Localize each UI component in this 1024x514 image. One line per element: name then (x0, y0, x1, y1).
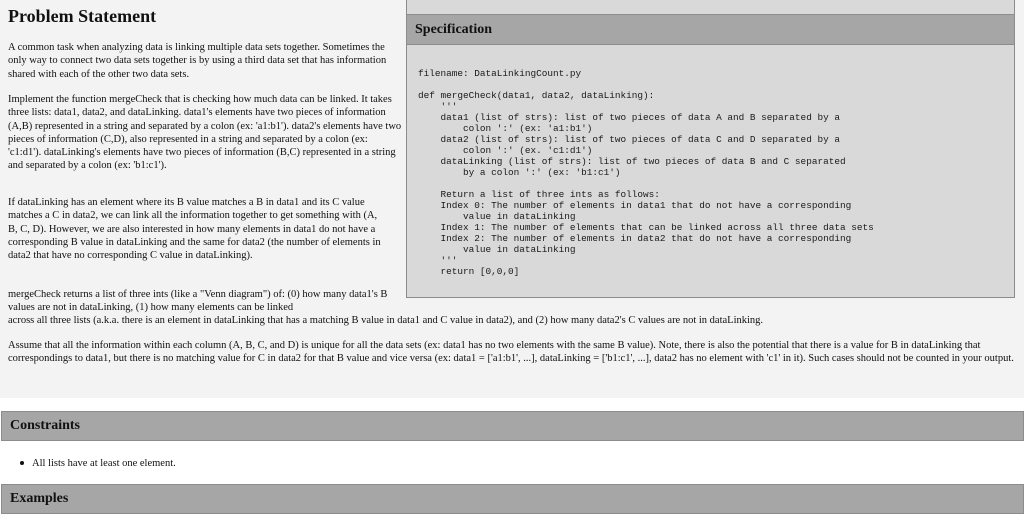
problem-paragraph-linking: If dataLinking has an element where its B value matches a B in data1 and its C value matches a C in data2, we can link all the information together to get something with (A, B, C, D). However, we are also interested in how many elements in data1 do not have a corresponding B value in dataLinking and the same for data2 (the number of elements in data2 that have no corresponding C value in dataLinking). (8, 197, 381, 262)
bullet-icon (20, 461, 24, 465)
specification-header: Specification (407, 15, 1014, 45)
problem-paragraph-assume: Assume that all the information within each column (A, B, C, and D) is unique for all the data sets (ex: data1 has no two elements with the same B value). Note, there is also the potential that there is a value for B in dataLinking that correspondings to data1, but there is no matching value for C in data2 for that B value and vice versa (ex: data1 = ['a1:b1', ...], dataLinking = ['b1:c1', ...], data2 has no element with 'c1' in it). Such cases should not be counted in your output. (8, 340, 1014, 365)
specification-box (406, 0, 1015, 298)
problem-paragraph-returns: mergeCheck returns a list of three ints (like a "Venn diagram") of: (0) how many data1's B values are not in dataLinking, (1) how many elements can be linked (8, 289, 388, 314)
problem-paragraph-implement: Implement the function mergeCheck that is checking how much data can be linked. It takes three lists: data1, data2, and dataLinking. data1's elements have two pieces of information (A,B) represented in a string and separated by a colon (ex: 'a1:b1'). data2's elements have two pieces of information (C,D), also represented in a string and separated by a colon (ex: 'c1:d1'). dataLinking's elements have two pieces of information (B,C) represented in a string and separated by a colon (ex: 'b1:c1'). (8, 94, 402, 172)
list-item (20, 458, 176, 469)
constraints-header: Constraints (1, 411, 1024, 441)
specification-top-strip (407, 0, 1014, 15)
problem-paragraph-intro: A common task when analyzing data is linking multiple data sets together. Sometimes the only way to connect two data sets together is by using a third data set that has information shared with each of the other two data sets. (8, 42, 387, 80)
page-title: Problem Statement (8, 6, 157, 26)
specification-code: filename: DataLinkingCount.py def mergeCheck(data1, data2, dataLinking): ''' data1 (list of strs): list of two pieces of data A and B separated by a colon ':' (ex: 'a1:b1') data2 (list of strs): list of two pieces of data C and D separated by a colon ':' (ex. 'c1:d1') dataLinking (list of strs): list of two pieces of data B and C separated by a colon ':' (ex: 'b1:c1') Return a list of three ints as follows: Index 0: The number of elements in data1 that do not have a corresponding value in dataLinking Index 1: The number of elements that can be linked across all three data sets Index 2: The number of elements in data2 that do not have a corresponding value in dataLinking ''' return [0,0,0] (418, 68, 874, 277)
constraint-text: All lists have at least one element. (32, 458, 176, 469)
problem-paragraph-returns-cont: across all three lists (a.k.a. there is an element in dataLinking that has a matching B value in data1 and C value in data2), and (2) how many data2's C values are not in dataLinking. (8, 315, 764, 326)
examples-header: Examples (1, 484, 1024, 514)
constraints-list (0, 441, 1024, 484)
